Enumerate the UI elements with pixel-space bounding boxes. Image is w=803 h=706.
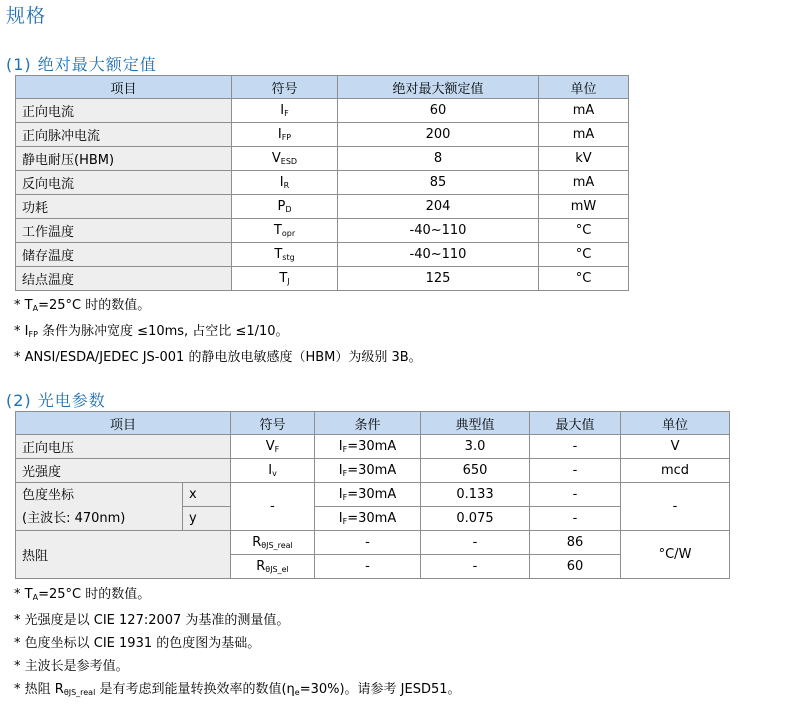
row-item: 工作温度 [16, 219, 232, 243]
row-item: 正向电流 [16, 99, 232, 123]
header-typical: 典型值 [421, 412, 530, 435]
header-item: 项目 [16, 76, 232, 99]
row-unit: °C [539, 267, 629, 291]
note-ta: * $T_A=25^\circ C$ 时的数值。 [14, 587, 151, 602]
row-symbol: $T_{stg}$ [232, 243, 338, 267]
table-row-chromaticity-x: 色度坐标 (主波长: 470nm) x - $I_F=30mA$ 0.133 - - [16, 483, 730, 507]
section1-notes [14, 294, 422, 369]
row-symbol: $I_{FP}$ [232, 123, 338, 147]
row-symbol: $I_F$ [232, 99, 338, 123]
section2-notes [14, 583, 461, 704]
row-value: 125 [338, 267, 539, 291]
row-symbol: $P_D$ [232, 195, 338, 219]
row-symbol: $T_{opr}$ [232, 219, 338, 243]
row-unit: mA [539, 99, 629, 123]
row-item: 功耗 [16, 195, 232, 219]
table-row-forward-voltage: 正向电压 $V_F$ $I_F=30mA$ 3.0 - V [16, 435, 730, 459]
header-item: 项目 [16, 412, 231, 435]
header-rating: 绝对最大额定值 [338, 76, 539, 99]
row-unit: mA [539, 123, 629, 147]
header-symbol: 符号 [231, 412, 315, 435]
table-row [16, 123, 629, 147]
row-unit: kV [539, 147, 629, 171]
page-title: 规格 [6, 5, 47, 27]
note-dominant-wavelength: * 主波长是参考值。 [14, 659, 129, 674]
note-ifp: * $I_{FP}$ 条件为脉冲宽度 ≤10ms, 占空比 ≤1/10。 [14, 324, 289, 339]
header-condition: 条件 [315, 412, 421, 435]
table-header-row [16, 76, 629, 99]
table-row [16, 243, 629, 267]
row-value: -40~110 [338, 219, 539, 243]
row-item: 反向电流 [16, 171, 232, 195]
note-ta: * $T_A=25^\circ C$ 时的数值。 [14, 298, 151, 313]
absolute-max-ratings-table [15, 75, 629, 291]
note-chromaticity: * 色度坐标以 CIE 1931 的色度图为基础。 [14, 636, 261, 651]
section-title-absolute-max: (1) 绝对最大额定值 [6, 55, 157, 74]
row-item: 正向脉冲电流 [16, 123, 232, 147]
row-symbol: $T_J$ [232, 267, 338, 291]
note-luminous-intensity: * 光强度是以 CIE 127:2007 为基准的测量值。 [14, 613, 290, 628]
row-symbol: $V_{ESD}$ [232, 147, 338, 171]
row-value: 200 [338, 123, 539, 147]
header-unit: 单位 [621, 412, 730, 435]
table-row-thermal-el: $R_{\theta JS\_el}$ - - 60 [16, 555, 730, 579]
header-symbol: 符号 [232, 76, 338, 99]
row-item: 结点温度 [16, 267, 232, 291]
electro-optical-table [15, 411, 730, 579]
header-max: 最大值 [530, 412, 621, 435]
table-row [16, 267, 629, 291]
row-value: 8 [338, 147, 539, 171]
table-header-row [16, 412, 730, 435]
row-unit: °C [539, 243, 629, 267]
table-row-thermal-real: 热阻 $R_{\theta JS\_real}$ - - 86 °C/W [16, 531, 730, 555]
row-unit: mA [539, 171, 629, 195]
row-symbol: $I_R$ [232, 171, 338, 195]
header-unit: 单位 [539, 76, 629, 99]
table-row [16, 147, 629, 171]
row-item: 静电耐压(HBM) [16, 147, 232, 171]
table-row-luminous-intensity: 光强度 $I_v$ $I_F=30mA$ 650 - mcd [16, 459, 730, 483]
row-value: 60 [338, 99, 539, 123]
table-row [16, 171, 629, 195]
note-esd: * ANSI/ESDA/JEDEC JS-001 的静电放电敏感度（HBM）为级别 3B。 [14, 350, 422, 365]
table-row-chromaticity-y: y $I_F=30mA$ 0.075 - [16, 507, 730, 531]
row-item: 储存温度 [16, 243, 232, 267]
row-value: -40~110 [338, 243, 539, 267]
table-row [16, 219, 629, 243]
row-value: 85 [338, 171, 539, 195]
section-title-optical: (2) 光电参数 [6, 391, 106, 410]
note-thermal-resistance: * 热阻 $R_{\theta JS\_real}$ 是有考虑到能量转换效率的数值$(\eta_e=30\%)$。请参考 JESD51。 [14, 682, 461, 697]
row-unit: mW [539, 195, 629, 219]
row-value: 204 [338, 195, 539, 219]
table-row [16, 195, 629, 219]
row-unit: °C [539, 219, 629, 243]
table-row [16, 99, 629, 123]
